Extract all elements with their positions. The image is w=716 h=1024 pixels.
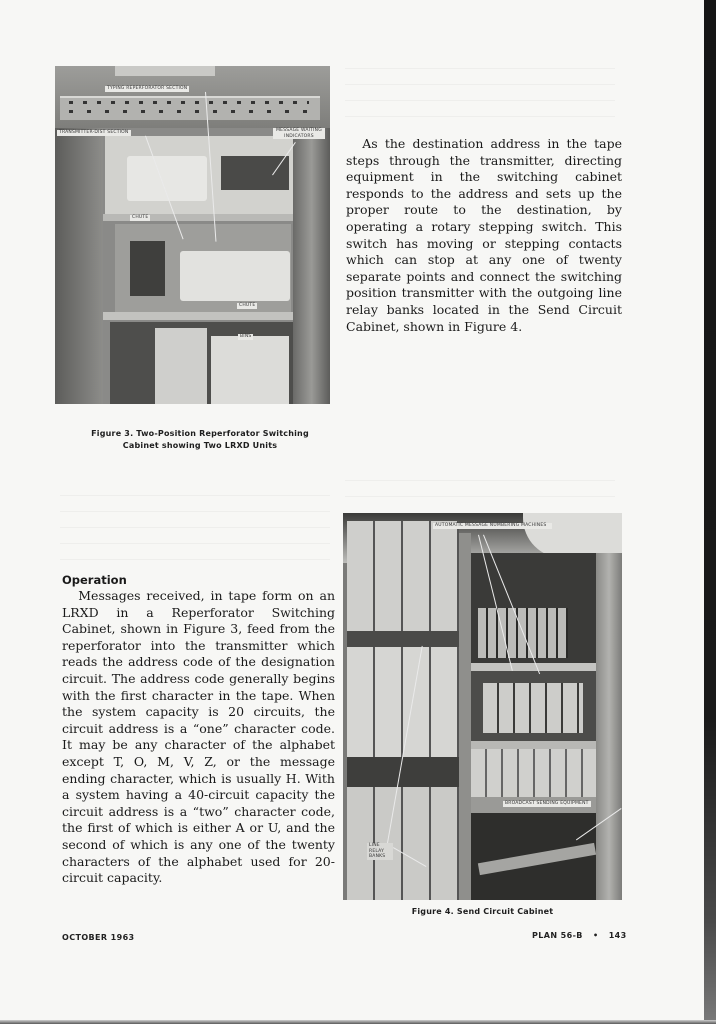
relay-bank-upper	[347, 521, 459, 631]
operation-paragraph	[62, 588, 335, 887]
label-line-relay-banks: LINE RELAY BANKS	[367, 843, 393, 860]
relay-shelf-1	[347, 631, 459, 647]
right-frame	[293, 128, 330, 404]
footer-separator: •	[592, 931, 599, 940]
destination-address-paragraph	[346, 136, 622, 335]
left-frame	[55, 128, 103, 404]
operation-text: Messages received, in tape form on an LRXD in a Reperforator Switching Cabinet, shown in Figure 3, feed from the reperforator into the transmitter which reads the address code of the designation circuit. The address code generally begins with the first character in the tape. When the system capacity is 20 circuits, the circuit address is a “one” character code. It may be any character of the alphabet except T, O, M, V, Z, or the message ending character, which is usually H. With a system having a 40-circuit capacity the circuit address is a “two” character code, the first of which is either A or U, and the second of which is any one of the twenty characters of the alphabet used for 20-circuit capacity.	[62, 588, 335, 886]
destination-address-text: As the destination address in the tape steps through the transmitter, directing equipment in the switching cabinet responds to the address and sets up the proper route to the destination, by operating a rotary stepping switch. This switch has moving or stepping contacts which can stop at any one of twenty separate points and connect the switching position transmitter with the outgoing line relay banks located in the Send Circuit Cabinet, shown in Figure 4.	[346, 136, 622, 334]
relay-units-right	[471, 749, 596, 797]
page-edge-shadow	[704, 0, 716, 1024]
show-through-text	[60, 495, 330, 565]
bin-left	[155, 328, 207, 404]
label-broadcast-sending-equipment: BROADCAST SENDING EQUIPMENT	[505, 801, 589, 806]
operation-heading: Operation	[62, 573, 127, 587]
label-typing-reperforator-section: TYPING REPERFORATOR SECTION	[107, 86, 188, 91]
figure-4-caption: Figure 4. Send Circuit Cabinet	[411, 907, 554, 916]
control-strip	[60, 96, 320, 120]
label-message-waiting-indicators: MESSAGE WAITING INDICATORS	[273, 128, 325, 139]
indicator-bar	[69, 110, 309, 113]
figure-3-photo	[55, 66, 330, 404]
chute-machine	[130, 241, 165, 296]
figure-3-caption-line-1: Figure 3. Two-Position Reperforator Switching	[91, 429, 309, 438]
lower-shelf	[471, 741, 596, 749]
page-number: 143	[608, 931, 627, 940]
label-chute-left: CHUTE	[132, 215, 149, 220]
indicator-bar	[69, 101, 309, 104]
middle-shelf	[471, 663, 596, 671]
indicator-dials	[221, 156, 289, 190]
figure-3-caption-line-2: Cabinet showing Two LRXD Units	[122, 441, 278, 450]
ceiling-light	[115, 66, 215, 76]
footer-plan-title: PLAN 56-B	[532, 931, 583, 940]
label-bins: BINS	[240, 334, 252, 339]
label-transmitter-dist-section: TRANSMITTER-DIST SECTION	[59, 130, 129, 135]
shelf-2	[103, 312, 293, 320]
center-post	[459, 533, 471, 900]
relay-bank-lower	[347, 787, 459, 900]
label-automatic-message-numbering-machines: AUTOMATIC MESSAGE NUMBERING MACHINES	[433, 523, 552, 529]
figure-4-photo	[343, 513, 622, 900]
right-cabinet-frame	[596, 553, 622, 900]
figure-3-caption	[55, 428, 345, 452]
footer-page-info	[532, 931, 627, 940]
relay-bank-middle	[347, 647, 459, 757]
relay-shelf-2	[347, 757, 459, 787]
bin-right	[211, 336, 289, 404]
middle-equipment-units	[483, 683, 583, 733]
footer-date: OCTOBER 1963	[62, 933, 135, 942]
lower-reperforator	[180, 251, 290, 301]
label-chute-right: CHUTE	[239, 303, 256, 308]
page-bottom-edge	[0, 1020, 716, 1024]
show-through-text	[345, 68, 615, 128]
show-through-text	[345, 480, 615, 510]
